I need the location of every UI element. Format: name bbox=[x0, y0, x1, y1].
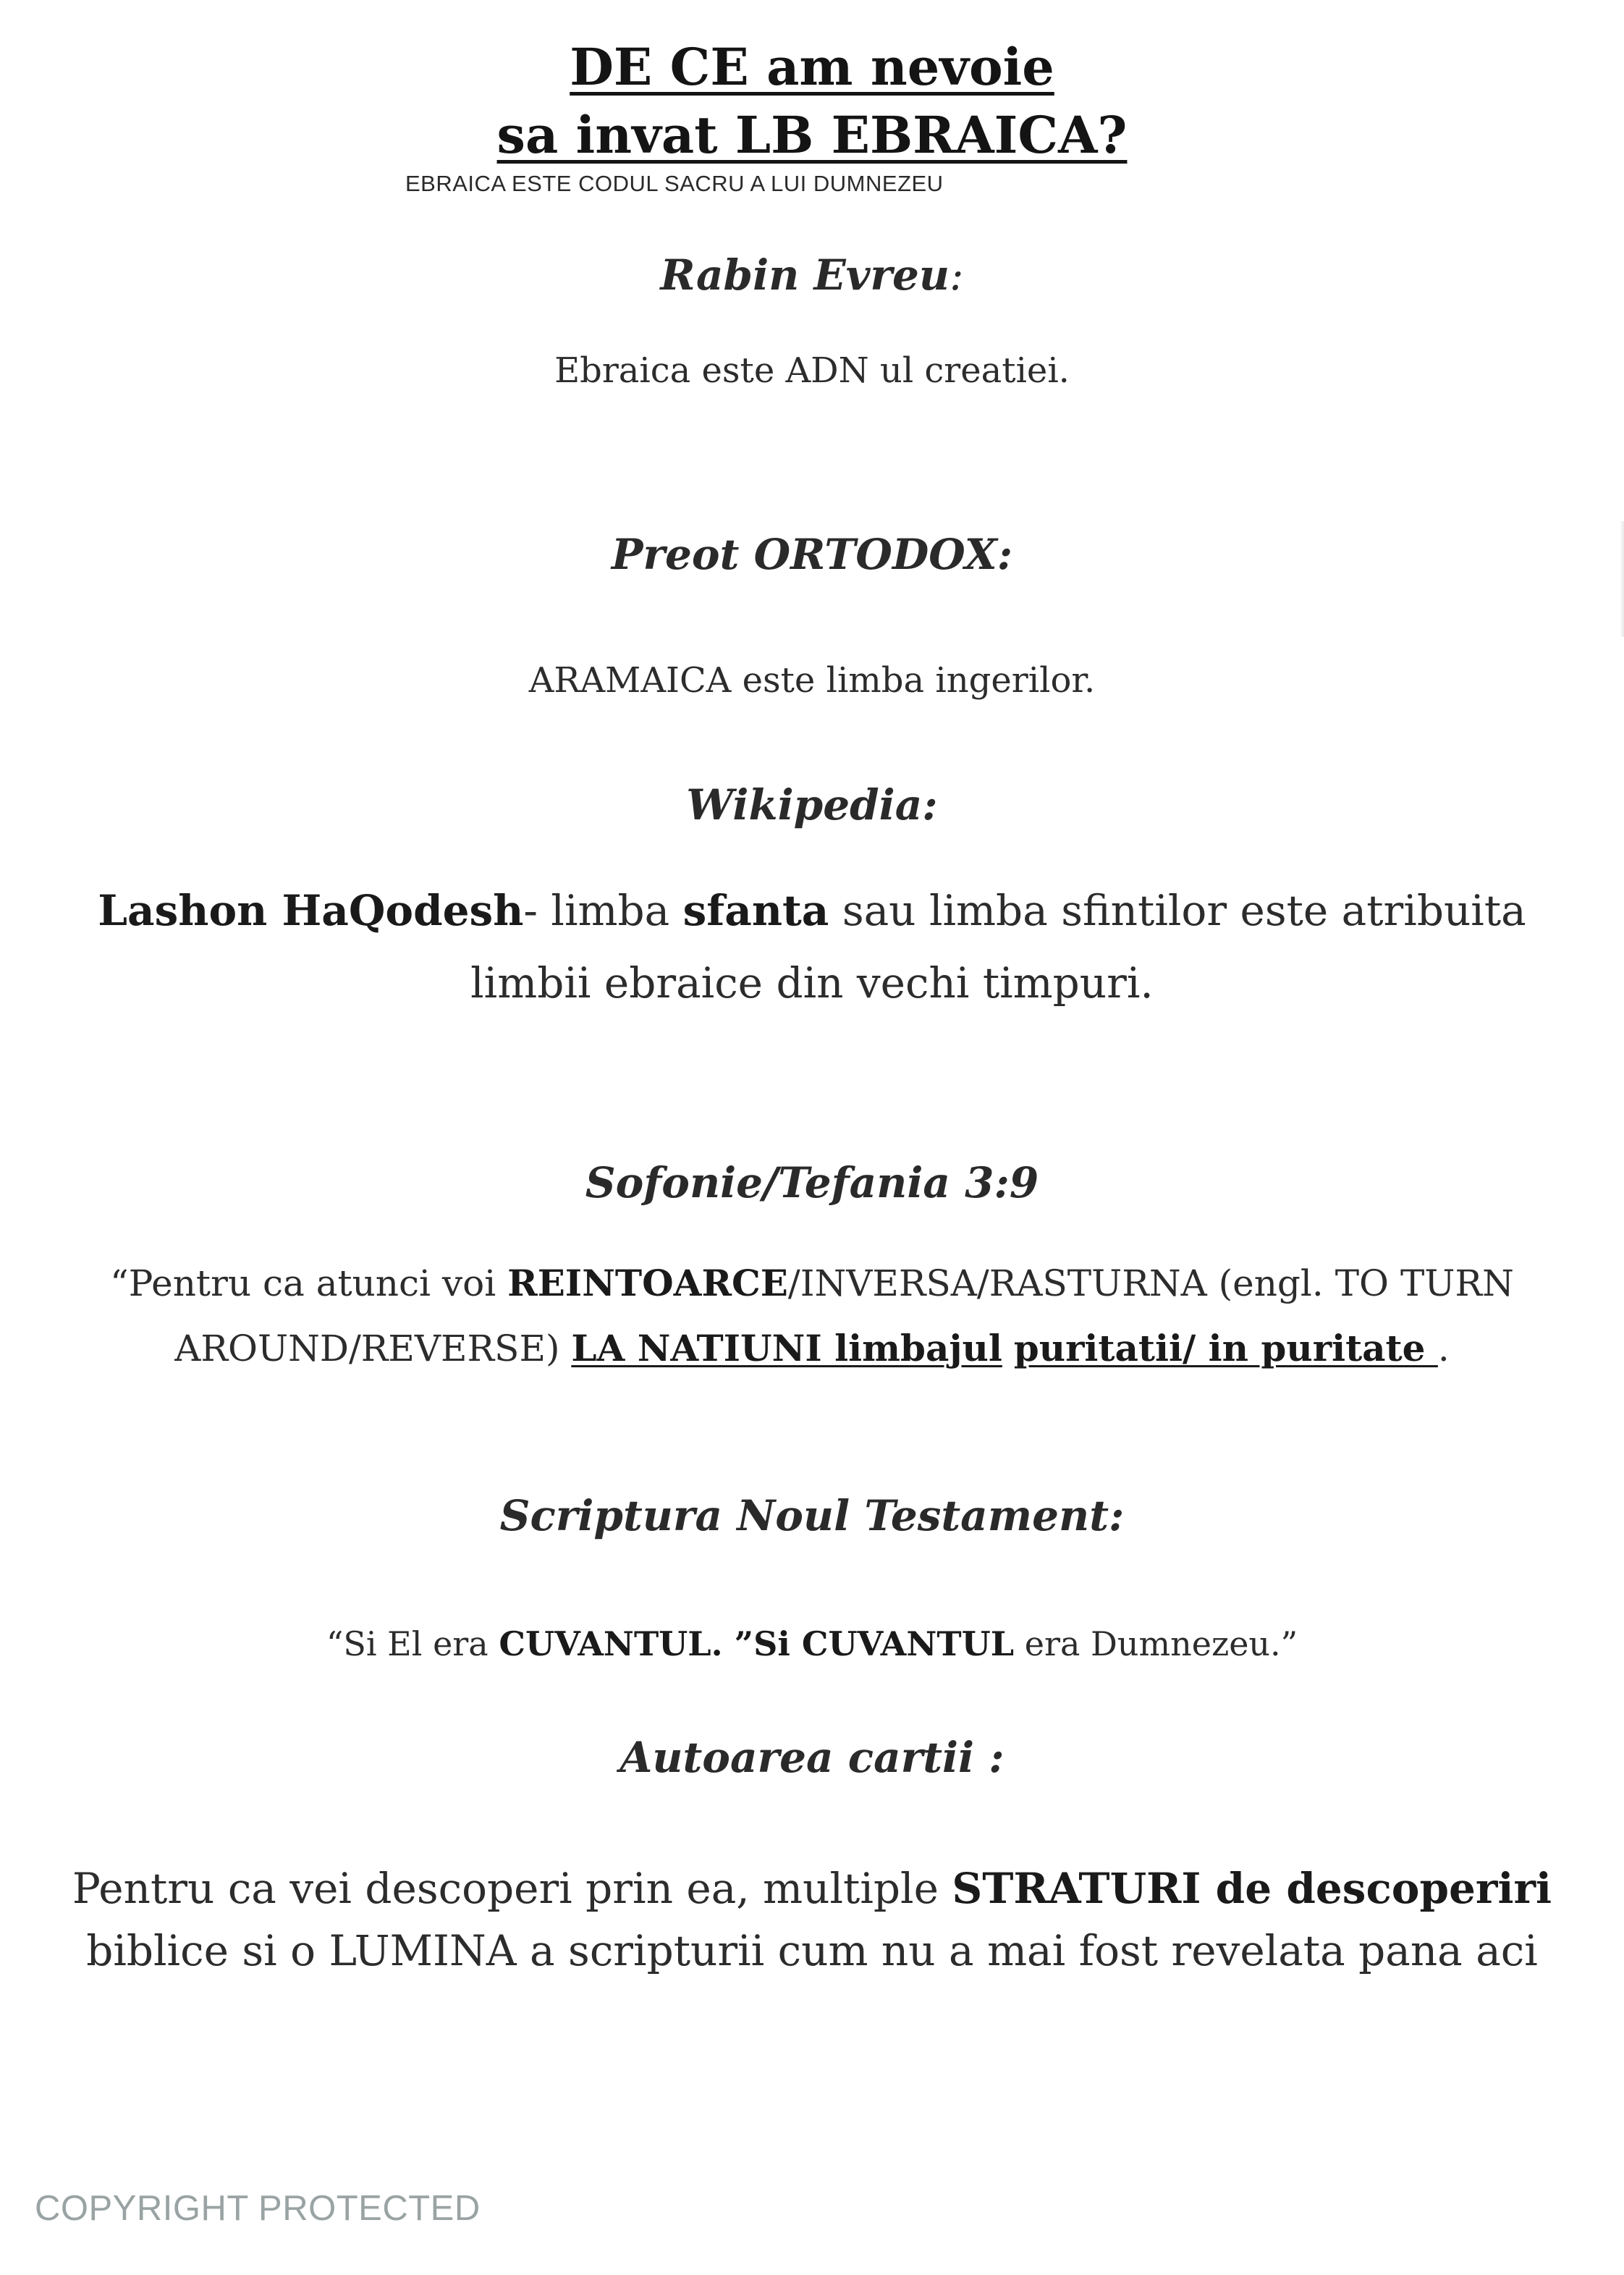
sofonie-bold-natiuni: LA NATIUNI limbajul bbox=[571, 1327, 1002, 1369]
preot-text: ARAMAICA este limba ingerilor. bbox=[528, 660, 1096, 701]
scan-edge-shadow bbox=[1620, 521, 1624, 637]
wiki-text-1: - limba bbox=[523, 886, 683, 935]
wiki-text-2: sau limba sfintilor este atribuita bbox=[829, 886, 1526, 935]
heading-sofonie: Sofonie/Tefania 3:9 bbox=[585, 1158, 1039, 1207]
heading-autoarea: Autoarea cartii : bbox=[619, 1733, 1005, 1782]
sofonie-text-1: “Pentru ca atunci voi bbox=[110, 1262, 508, 1304]
sofonie-period: . bbox=[1437, 1328, 1450, 1369]
copyright-watermark: COPYRIGHT PROTECTED bbox=[35, 2189, 481, 2228]
sofonie-bold-reintoarce: REINTOARCE bbox=[507, 1262, 788, 1304]
heading-scriptura: Scriptura Noul Testament: bbox=[499, 1491, 1125, 1540]
wikipedia-line-2: limbii ebraice din vechi timpuri. bbox=[470, 958, 1154, 1008]
autoarea-text-1: Pentru ca vei descoperi prin ea, multiple bbox=[72, 1864, 952, 1913]
wiki-term-sfanta: sfanta bbox=[682, 886, 829, 935]
sofonie-bold-puritatii: puritatii/ in puritate bbox=[1013, 1327, 1438, 1369]
scriptura-text-2: era Dumnezeu.” bbox=[1014, 1624, 1298, 1663]
sofonie-space bbox=[1002, 1328, 1014, 1369]
scriptura-bold-cuvantul: CUVANTUL. ”Si CUVANTUL bbox=[499, 1624, 1015, 1663]
autoarea-line-2: biblice si o LUMINA a scripturii cum nu a mai fost revelata pana aci bbox=[86, 1926, 1538, 1975]
scriptura-text-1: “Si El era bbox=[326, 1624, 499, 1663]
autoarea-bold-straturi: STRATURI de descoperiri bbox=[952, 1864, 1552, 1913]
heading-wikipedia: Wikipedia: bbox=[686, 780, 938, 830]
subtitle: EBRAICA ESTE CODUL SACRU A LUI DUMNEZEU bbox=[405, 171, 944, 196]
heading-rabin-text: Rabin Evreu bbox=[660, 250, 950, 300]
sofonie-line-2 bbox=[0, 1314, 1624, 1383]
rabin-text: Ebraica este ADN ul creatiei. bbox=[554, 350, 1070, 391]
scriptura-line bbox=[0, 1611, 1624, 1676]
sofonie-text-2: /INVERSA/RASTURNA (engl. TO TURN bbox=[787, 1262, 1514, 1304]
wikipedia-line-1 bbox=[0, 880, 1624, 941]
heading-rabin-colon: : bbox=[950, 250, 964, 300]
title-line-2: sa invat LB EBRAICA? bbox=[496, 105, 1128, 165]
sofonie-line-1 bbox=[0, 1249, 1624, 1317]
autoarea-line-1 bbox=[0, 1853, 1624, 1924]
title-line-1: DE CE am nevoie bbox=[570, 37, 1054, 97]
sofonie-text-3: AROUND/REVERSE) bbox=[174, 1328, 572, 1369]
heading-rabin bbox=[0, 250, 1624, 300]
heading-preot: Preot ORTODOX: bbox=[611, 530, 1013, 579]
wiki-term-lashon: Lashon HaQodesh bbox=[98, 886, 524, 935]
